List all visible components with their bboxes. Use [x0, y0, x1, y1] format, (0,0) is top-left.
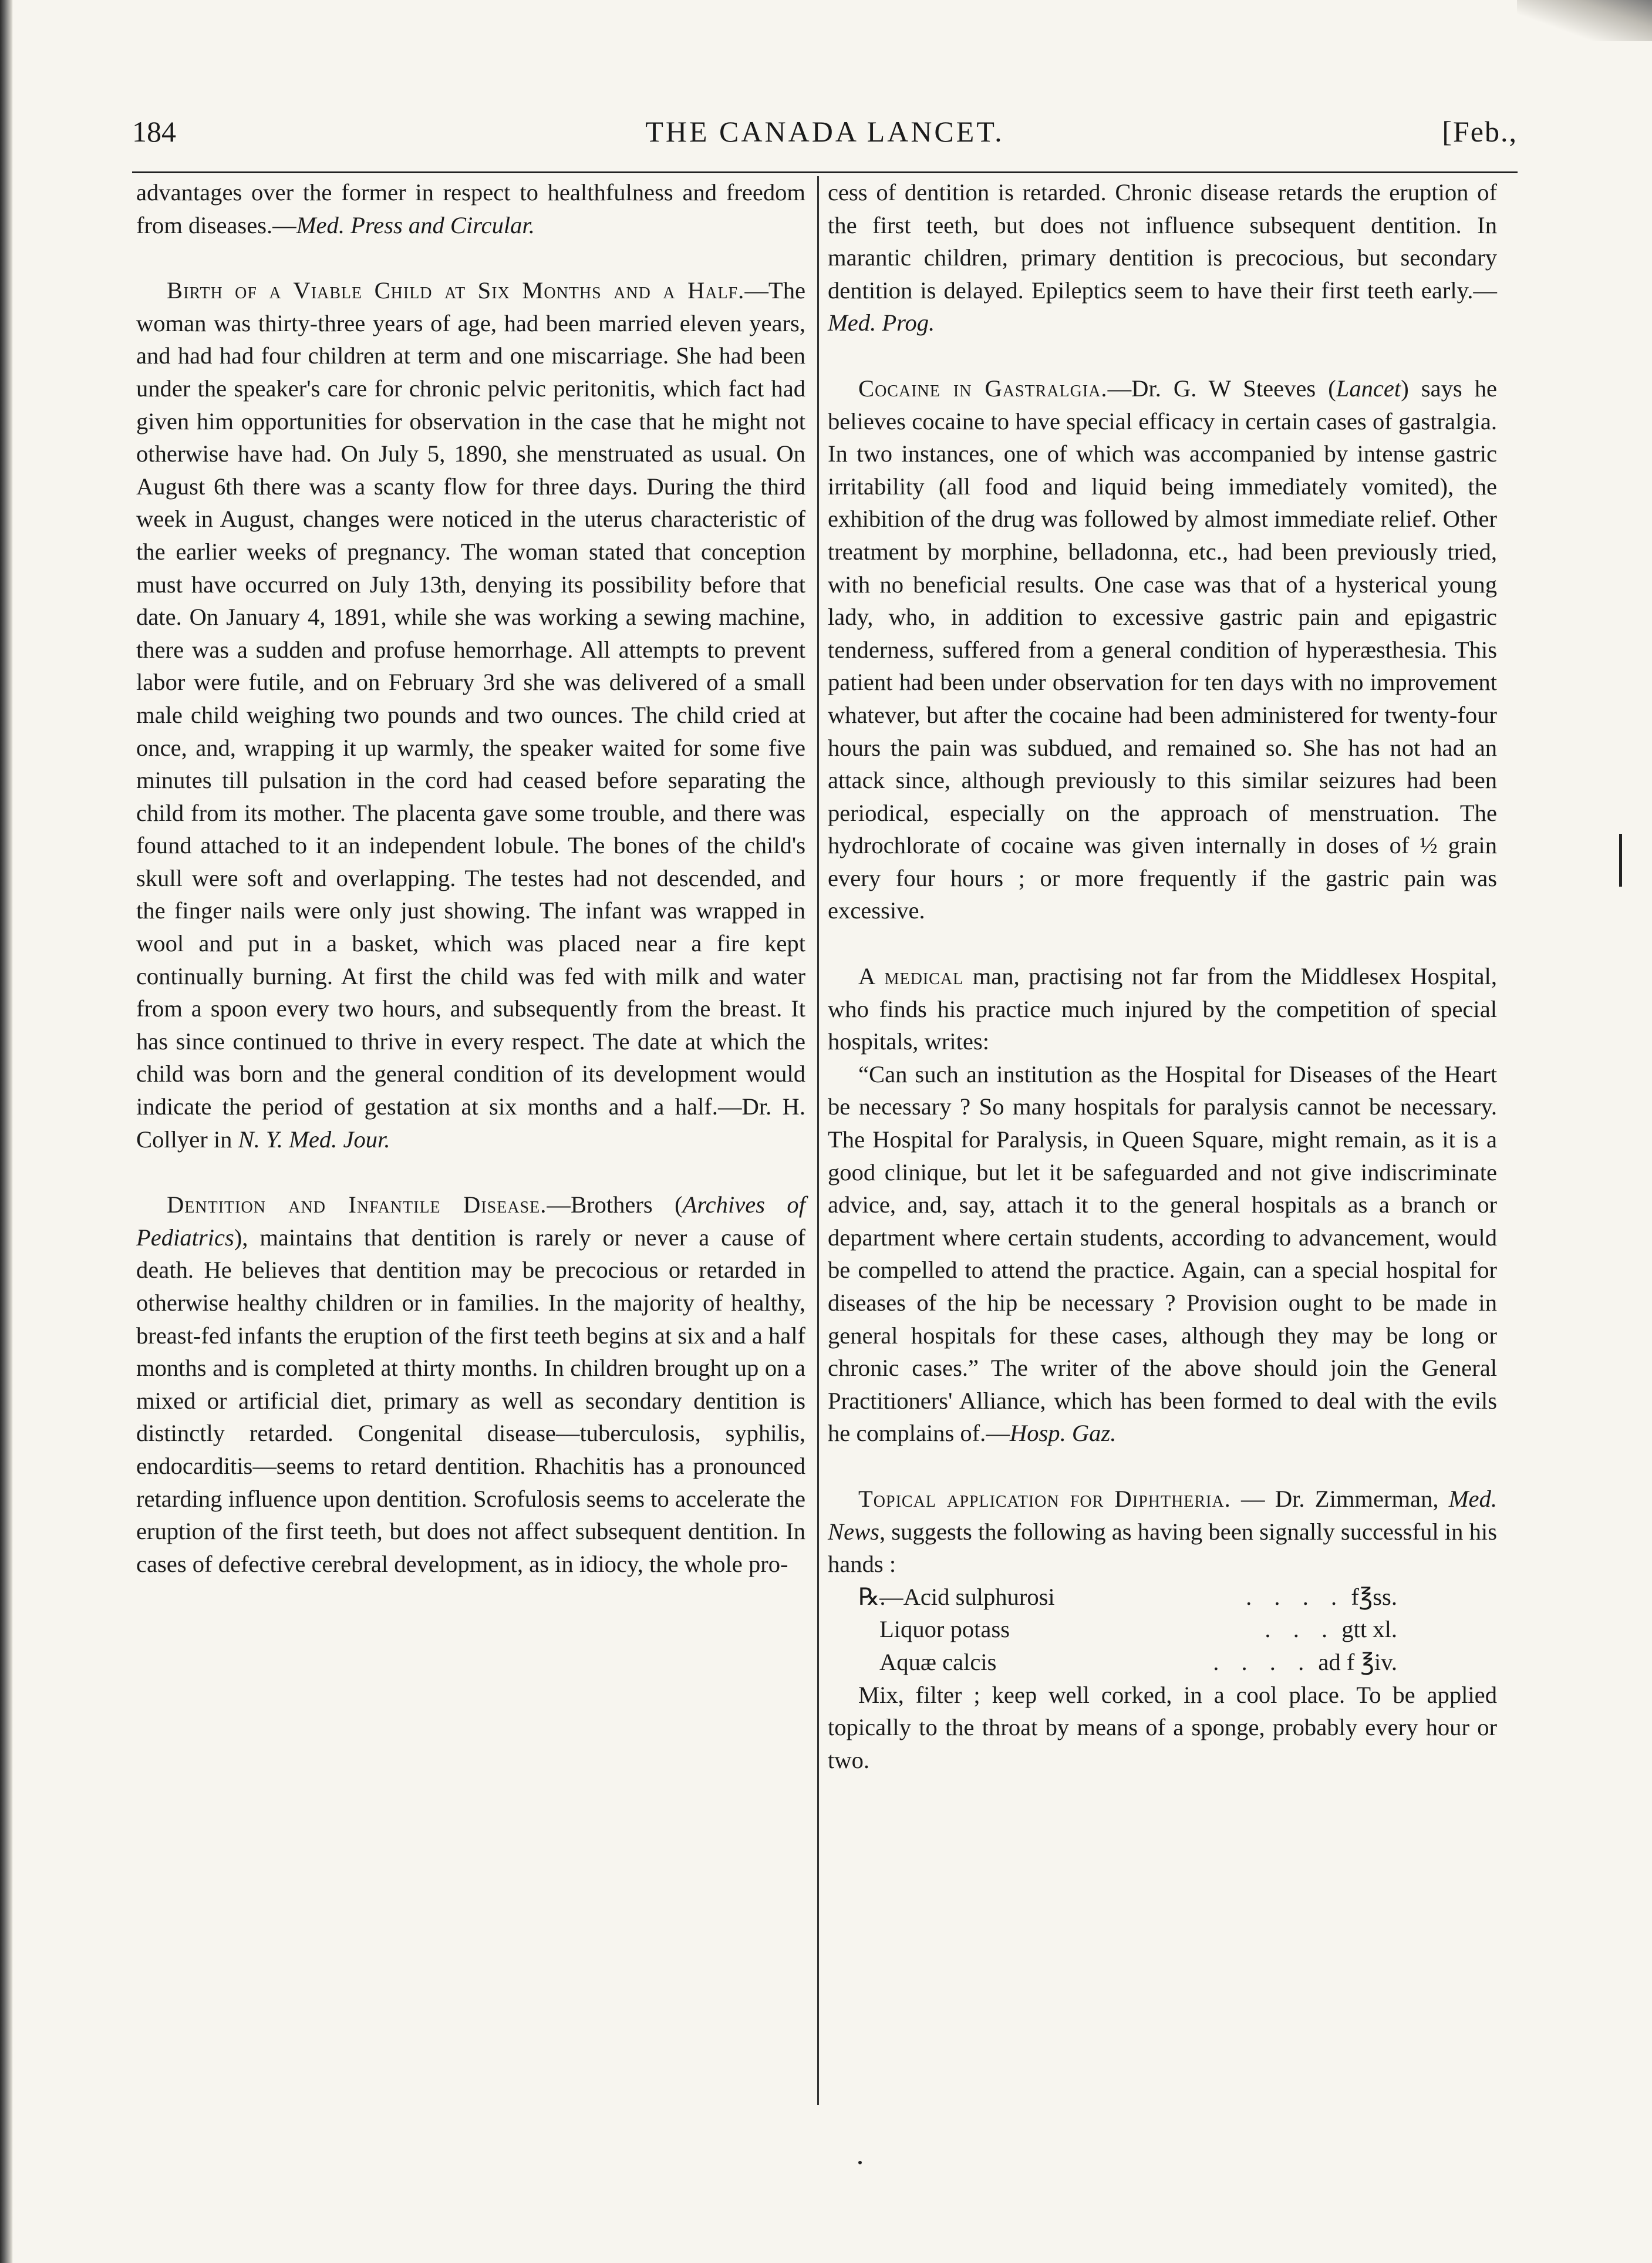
article-body: man, practising not far from the Middlesex Hospital, who finds his practice much injured by the competition of special hospitals, writes: [828, 963, 1497, 1055]
article-lead: —Brothers ( [547, 1191, 683, 1218]
rx-symbol [858, 1613, 879, 1646]
rx-symbol [858, 1646, 879, 1679]
rx-quantity: gtt xl. [1341, 1616, 1397, 1643]
citation: Hosp. Gaz. [1009, 1420, 1117, 1447]
journal-title: THE CANADA LANCET. [645, 115, 1004, 148]
scan-corner-shadow [1517, 0, 1652, 41]
rx-leader: . . . . [1213, 1648, 1313, 1675]
article-lead: — Dr. Zimmerman, [1230, 1485, 1449, 1512]
right-column [828, 176, 1497, 1776]
rx-directions: Mix, filter ; keep well corked, in a cool place. To be applied topically to the throat by means of a sponge, probably every hour or two. [828, 1681, 1497, 1773]
header-rule [132, 171, 1518, 173]
citation: Lancet [1336, 375, 1401, 402]
print-speck [858, 2161, 862, 2164]
article-body: , suggests the following as having been signally successful in his hands : [828, 1518, 1497, 1578]
citation: N. Y. Med. Jour. [238, 1126, 390, 1153]
citation: Archives of Pediatrics [136, 1191, 805, 1251]
article-body: —The woman was thirty-three years of age, had been married eleven years, and had had four children at term and one miscarriage. She had been under the speaker's care for chronic pelvic peritonitis, which fact had given him opportunities for observation in the case that he might not otherwise have had. On July 5, 1890, she menstruated as usual. On August 6th there was a scanty flow for three days. During the third week in August, changes were noticed in the uterus characteristic of the earlier weeks of pregnancy. The woman stated that conception must have occurred on July 13th, denying its possibility before that date. On January 4, 1891, while she was working a sewing machine, there was a sudden and profuse hemorrhage. All attempts to prevent labor were futile, and on February 3rd she was delivered of a small male child weighing two pounds and two ounces. The child cried at once, and, wrapping it up warmly, the speaker waited for some five minutes till pulsation in the cord had ceased before separating the child from its mother. The placenta gave some trouble, and there was found attached to it an independent lobule. The bones of the child's skull were soft and overlapping. The testes had not descended, and the finger nails were only just showing. The infant was wrapped in wool and put in a basket, which was placed near a fire kept continually burning. At first the child was fed with milk and water from a spoon every two hours, and subsequently from the breast. It has since continued to thrive in every respect. The date at which the child was born and the general condition of its development would indicate the period of gestation at six months and a half.—Dr. H. Collyer in [136, 277, 805, 1153]
rx-leader: . . . [1265, 1616, 1336, 1643]
article-cocaine-gastralgia [828, 372, 1497, 927]
running-header [132, 115, 1518, 156]
article-dentition-continued [828, 176, 1497, 339]
article-heading: Dentition and Infantile Disease. [167, 1191, 547, 1218]
left-column [136, 176, 805, 1580]
article-birth-viable-child [136, 274, 805, 1156]
article-body: ) says he believes cocaine to have special efficacy in certain cases of gastralgia. In two instances, one of which was accompanied by intense gastric irritability (all food and liquid being immediately vomited), the exhibition of the drug was followed by almost immediate relief. Other treatment by morphine, belladonna, etc., had been previously tried, with no beneficial results. One case was that of a hysterical young lady, who, in addition to excessive gastric pain and epigastric tenderness, suffered from a general condition of hyperæsthesia. This patient had been under observation for ten days with no improvement whatever, but after the cocaine had been administered for twenty-four hours the pain was subdued, and remained so. She has not had an attack since, although previously to this similar seizures had been periodical, especially on the approach of menstruation. The hydrochlorate of cocaine was given internally in doses of ½ grain every four hours ; or more frequently if the gastric pain was excessive. [828, 375, 1497, 924]
article-heading: Birth of a Viable Child at Six Months and a Half. [167, 277, 745, 304]
continuation-text: advantages over the former in respect to healthfulness and freedom from diseases.— [136, 179, 805, 238]
citation: Med. Prog. [828, 309, 935, 336]
citation: Med. News [828, 1485, 1497, 1545]
article-special-hospitals [828, 960, 1497, 1058]
article-body: cess of dentition is retarded. Chronic disease retards the eruption of the first teeth, but does not influence subsequent dentition. In marantic children, primary dentition is precocious, but secondary dentition is delayed. Epileptics seem to have their first teeth early.— [828, 179, 1497, 304]
quote-text: “Can such an institution as the Hospital for Diseases of the Heart be necessary ? So many hospitals for paralysis cannot be necessary. The Hospital for Paralysis, in Queen Square, might remain, as it is a good clinique, but let it be safeguarded and not give indiscriminate advice, and, say, attach it to the general hospitals as a branch or department where certain students, according to advancement, would be compelled to attend the practice. Again, can a special hospital for diseases of the hip be necessary ? Provision ought to be made in general hospitals for these cases, although they may be long or chronic cases.” The writer of the above should join the General Practitioners' Alliance, which has been formed to deal with the evils he complains of.— [828, 1060, 1497, 1447]
margin-mark [1619, 834, 1622, 887]
article-lead: —Dr. G. W Steeves ( [1107, 375, 1336, 402]
rx-amount [1056, 1646, 1497, 1679]
scan-edge-shadow [0, 0, 13, 2263]
rx-ingredient: Liquor potass [879, 1616, 1010, 1643]
prescription [828, 1581, 1497, 1679]
page-number: 184 [132, 115, 176, 148]
article-topical-diphtheria [828, 1483, 1497, 1581]
article-heading: A medical [858, 963, 964, 990]
article-dentition [136, 1188, 805, 1580]
rx-quantity: f℥ss. [1351, 1583, 1397, 1610]
article-continuation [136, 176, 805, 241]
rx-leader: . . . . [1246, 1583, 1346, 1610]
article-heading: Cocaine in Gastralgia. [858, 375, 1108, 402]
column-divider [817, 176, 819, 2105]
rx-amount [1056, 1581, 1497, 1614]
rx-ingredient: Aquæ calcis [879, 1648, 997, 1675]
article-heading: Topical application for Diphtheria. [858, 1485, 1231, 1512]
article-body: ), maintains that dentition is rarely or never a cause of death. He believes that dentition may be precocious or retarded in otherwise healthy children or in families. In the majority of healthy, breast-fed infants the eruption of the first teeth begins at six and a half months and is completed at thirty months. In children brought up on a mixed or artificial diet, primary as well as secondary dentition is distinctly retarded. Congenital disease—tuberculosis, syphilis, endocarditis—seems to retard dentition. Rhachitis has a pronounced retarding influence upon dentition. Scrofulosis seems to accelerate the eruption of the first teeth, but does not affect subsequent dentition. In cases of defective cerebral development, as in idiocy, the whole pro- [136, 1224, 805, 1577]
issue-month: [Feb., [1442, 115, 1518, 148]
rx-ingredient: —Acid sulphurosi [879, 1583, 1055, 1610]
rx-symbol: ℞. [858, 1583, 886, 1610]
citation: Med. Press and Circular. [296, 211, 535, 238]
rx-quantity: ad f ℥iv. [1318, 1648, 1397, 1675]
rx-amount [1056, 1613, 1497, 1646]
article-quote [828, 1058, 1497, 1450]
